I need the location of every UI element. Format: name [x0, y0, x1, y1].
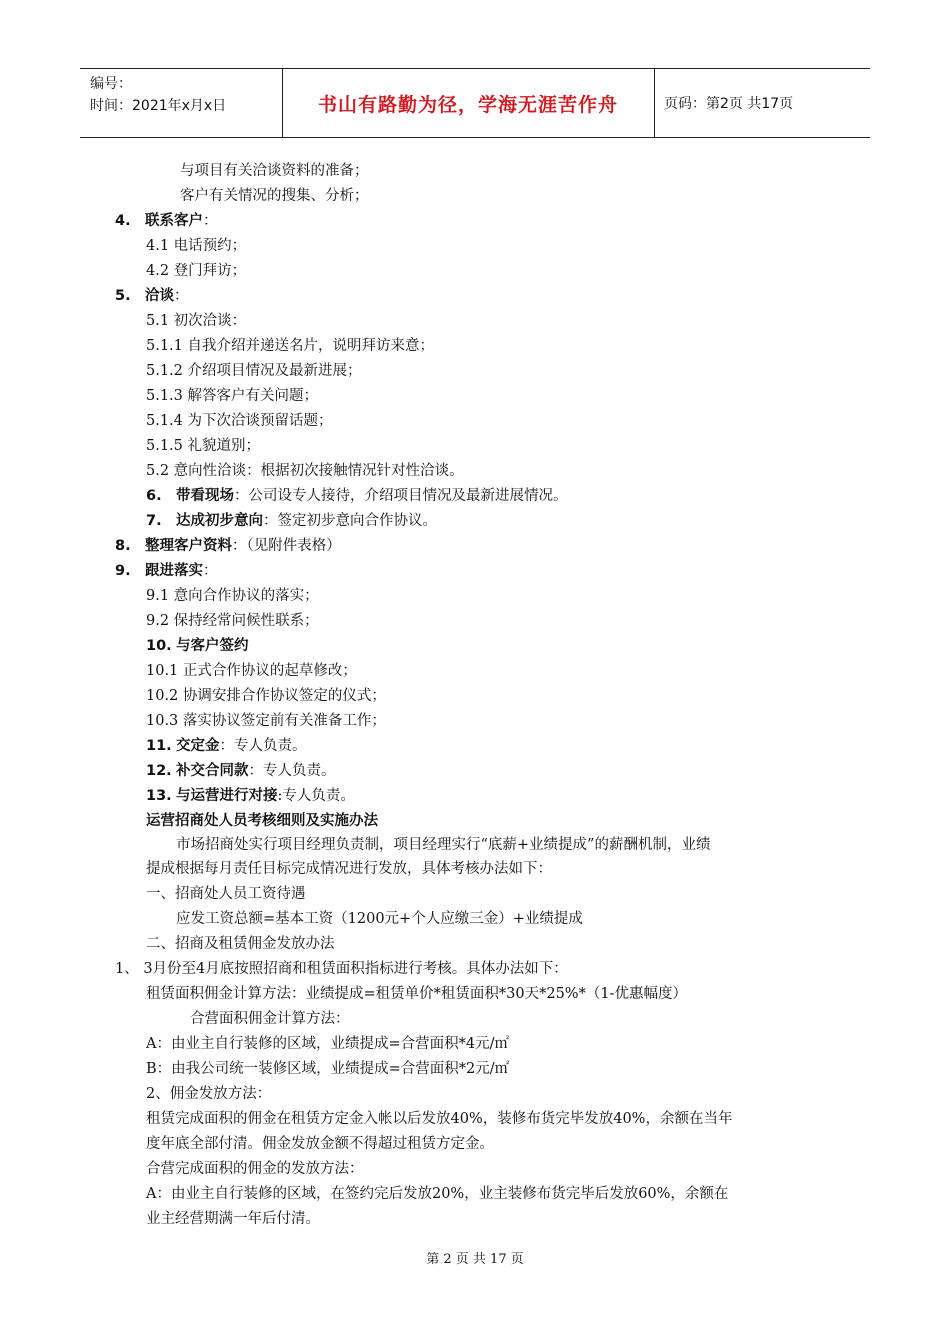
text-line: 9.2 保持经常问候性联系； — [146, 613, 319, 629]
item-heading: 交定金 — [176, 738, 220, 754]
text-line: A：由业主自行装修的区域，在签约完后发放20%，业主装修布货完毕后发放60%，余额在 — [146, 1186, 729, 1202]
item-heading: 补交合同款 — [176, 763, 249, 779]
text-line: 1、 3月份至4月底按照招商和租赁面积指标进行考核。具体办法如下： — [115, 961, 568, 977]
text-line: 合营面积佣金计算方法： — [190, 1011, 350, 1027]
text-line — [146, 486, 568, 506]
header-divider — [654, 69, 655, 137]
text-line — [115, 561, 218, 581]
text-line: 业主经营期满一年后付清。 — [146, 1211, 320, 1227]
text-line: 一、招商处人员工资待遇 — [146, 886, 306, 902]
item-number: 12. — [146, 763, 172, 779]
item-heading: 洽谈 — [145, 288, 174, 304]
text-line: 4.1 电话预约； — [146, 238, 247, 254]
text-line — [115, 536, 341, 556]
text-line: 合营完成面积的佣金的发放方法： — [146, 1161, 364, 1177]
text-line: A：由业主自行装修的区域，业绩提成=合营面积*4元/㎡ — [146, 1036, 509, 1052]
text-line: 客户有关情况的搜集、分析； — [180, 188, 369, 204]
item-heading: 联系客户 — [145, 213, 203, 229]
text-line: 应发工资总额=基本工资（1200元+个人应缴三金）+业绩提成 — [176, 911, 583, 927]
item-heading: 运营招商处人员考核细则及实施办法 — [146, 813, 378, 829]
item-heading: 带看现场 — [176, 488, 234, 504]
text-line: 二、招商及租赁佣金发放办法 — [146, 936, 335, 952]
item-text: :专人负责。 — [277, 788, 355, 804]
text-line: 租赁面积佣金计算方法：业绩提成=租赁单价*租赁面积*30天*25%*（1-优惠幅度） — [146, 986, 687, 1002]
text-line: 5.1.4 为下次洽谈预留话题； — [146, 413, 333, 429]
text-line: 5.1.3 解答客户有关问题； — [146, 388, 319, 404]
text-line: 5.1.1 自我介绍并递送名片，说明拜访来意； — [146, 338, 435, 354]
item-number: 13. — [146, 788, 172, 804]
text-line: 9.1 意向合作协议的落实； — [146, 588, 319, 604]
text-line: 2、佣金发放方法： — [146, 1086, 272, 1102]
text-line — [146, 511, 437, 531]
item-heading: 与运营进行对接 — [176, 788, 278, 804]
item-number: 5. — [115, 288, 131, 304]
text-line — [146, 811, 378, 831]
header-meta — [90, 73, 226, 117]
text-line: 5.1 初次洽谈： — [146, 313, 247, 329]
text-line — [146, 736, 307, 756]
text-line: B：由我公司统一装修区域，业绩提成=合营面积*2元/㎡ — [146, 1061, 510, 1077]
text-line: 5.1.2 介绍项目情况及最新进展； — [146, 363, 362, 379]
text-line: 租赁完成面积的佣金在租赁方定金入帐以后发放40%，装修布货完毕发放40%，余额在当年 — [146, 1111, 733, 1127]
item-text: ：专人负责。 — [248, 763, 336, 779]
item-heading: 跟进落实 — [145, 563, 203, 579]
item-number: 6. — [146, 488, 162, 504]
header-motto: 书山有路勤为径，学海无涯苦作舟 — [317, 93, 618, 116]
item-heading: 达成初步意向 — [176, 513, 263, 529]
page-header — [80, 68, 870, 138]
item-heading: 整理客户资料 — [145, 538, 232, 554]
text-line: 5.2 意向性洽谈：根据初次接触情况针对性洽谈。 — [146, 463, 464, 479]
item-text: ：签定初步意向合作协议。 — [263, 513, 437, 529]
text-line: 度年底全部付清。佣金发放金额不得超过租赁方定金。 — [146, 1136, 494, 1152]
item-number: 9. — [115, 563, 131, 579]
item-number: 4. — [115, 213, 131, 229]
item-text: ：专人负责。 — [219, 738, 307, 754]
text-line: 4.2 登门拜访； — [146, 263, 247, 279]
text-line: 与项目有关洽谈资料的准备； — [180, 163, 369, 179]
text-line: 市场招商处实行项目经理负责制，项目经理实行“底薪+业绩提成”的薪酬机制，业绩 — [176, 837, 711, 853]
item-heading: 与客户签约 — [176, 638, 249, 654]
text-line: 5.1.5 礼貌道别； — [146, 438, 261, 454]
item-number: 10. — [146, 638, 172, 654]
item-number: 8. — [115, 538, 131, 554]
item-number: 7. — [146, 513, 162, 529]
page-footer: 第 2 页 共 17 页 — [426, 1252, 524, 1267]
text-line — [146, 636, 249, 656]
item-text: ：公司设专人接待，介绍项目情况及最新进展情况。 — [234, 488, 568, 504]
text-line: 提成根据每月责任目标完成情况进行发放，具体考核办法如下： — [146, 861, 552, 877]
text-line — [146, 786, 355, 806]
document-date: 时间：2021年x月x日 — [90, 98, 227, 114]
item-number: 11. — [146, 738, 172, 754]
text-line: 10.1 正式合作协议的起草修改； — [146, 663, 357, 679]
text-line — [115, 286, 189, 306]
item-text: ： — [203, 213, 218, 229]
text-line: 10.3 落实协议签定前有关准备工作； — [146, 713, 386, 729]
header-page-info: 页码：第2页 共17页 — [664, 96, 794, 112]
item-text: ：（见附件表格） — [232, 538, 341, 554]
text-line — [146, 761, 336, 781]
item-text: ： — [203, 563, 218, 579]
item-text: ： — [174, 288, 189, 304]
text-line — [115, 211, 218, 231]
document-number: 编号： — [90, 76, 132, 92]
text-line: 10.2 协调安排合作协议签定的仪式； — [146, 688, 386, 704]
